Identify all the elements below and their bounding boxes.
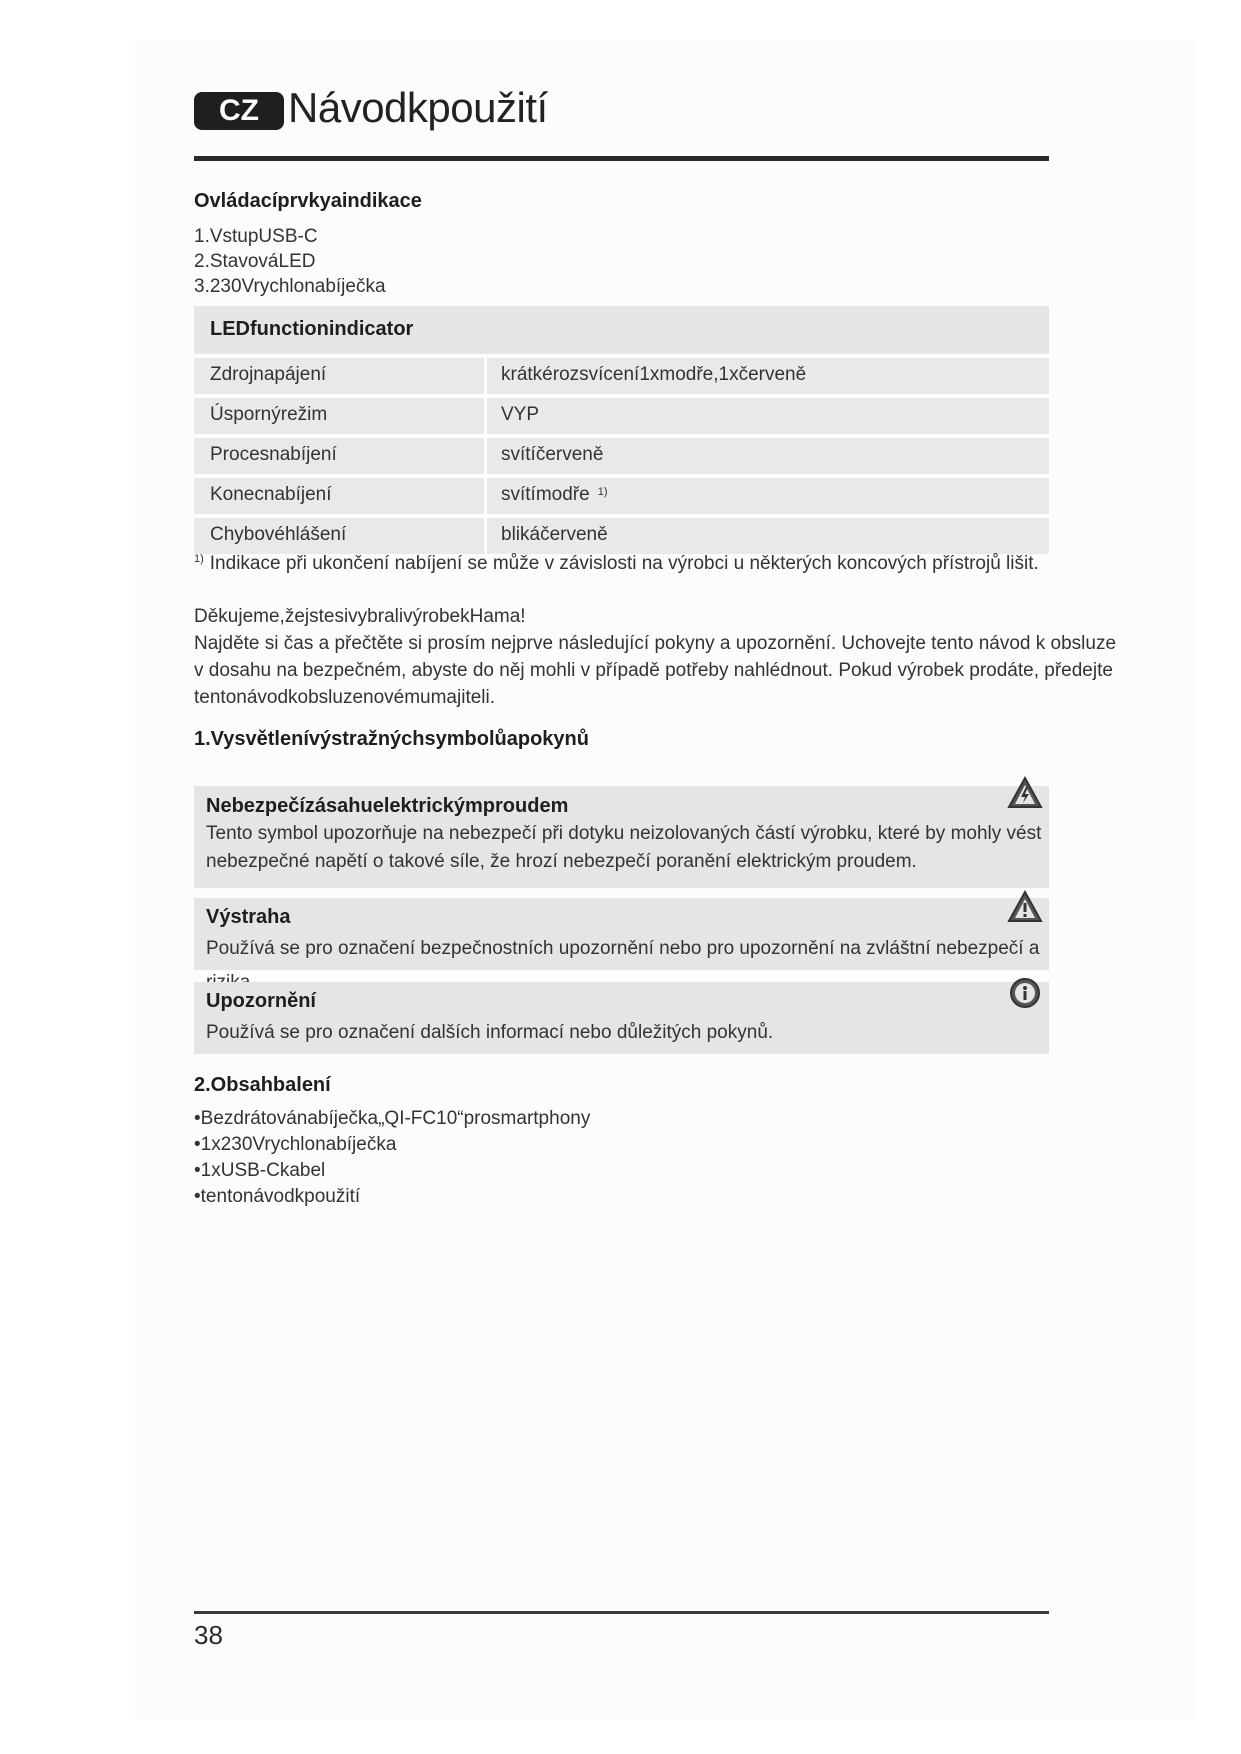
table-row	[194, 478, 1049, 514]
table-row	[194, 398, 1049, 434]
table-title: LEDfunctionindicator	[194, 306, 1049, 354]
hazard-box-warning	[194, 898, 1049, 970]
box-title: Upozornění	[206, 990, 316, 1012]
warning-icon	[1007, 890, 1043, 924]
document-title: Návodkpoužití	[288, 84, 548, 131]
list-item: •tentonávodkpoužití	[194, 1186, 361, 1207]
footnote-marker: 1)	[597, 486, 608, 498]
intro-line: tentonávodkobsluzenovémumajiteli.	[194, 687, 496, 708]
footer-divider	[194, 1611, 1049, 1614]
box-text: nebezpečné napětí o takové síle, že hrozí nebezpečí poranění elektrickým proudem.	[206, 851, 917, 872]
table-cell-label: Zdrojnapájení	[194, 358, 484, 394]
table-cell-label: Úspornýrežim	[194, 398, 484, 434]
intro-paragraph	[194, 604, 1117, 712]
page-header	[194, 84, 1049, 162]
table-cell-value: svítíčerveně	[487, 438, 1049, 474]
box-title: Nebezpečízásahuelektrickýmproudem	[206, 795, 569, 817]
controls-list	[194, 224, 386, 299]
page-number: 38	[194, 1620, 223, 1650]
box-text: Používá se pro označení bezpečnostních upozornění nebo pro upozornění na zvláštní nebezpečí a	[206, 938, 1040, 959]
led-function-table	[194, 306, 1049, 558]
box-title: Výstraha	[206, 906, 291, 928]
footnote-mark: 1)	[194, 553, 204, 565]
list-item: •1x230Vrychlonabíječka	[194, 1134, 397, 1155]
package-contents-list	[194, 1106, 590, 1210]
box-text: Používá se pro označení dalších informací nebo důležitých pokynů.	[206, 1022, 774, 1043]
table-cell-value: VYP	[487, 398, 1049, 434]
table-footnote	[194, 553, 1039, 575]
box-text: Tento symbol upozorňuje na nebezpečí při dotyku neizolovaných částí výrobku, které by mohly vést	[206, 823, 1042, 844]
table-cell-label: Konecnabíjení	[194, 478, 484, 514]
table-cell-value: krátkérozsvícení1xmodře,1xčerveně	[487, 358, 1049, 394]
electric-hazard-icon	[1007, 776, 1043, 810]
header-divider	[194, 156, 1049, 161]
list-item: 2.StavováLED	[194, 251, 316, 272]
list-item: •1xUSB-Ckabel	[194, 1160, 326, 1181]
info-icon	[1007, 976, 1043, 1010]
section-2-heading: 2.Obsahbalení	[194, 1074, 331, 1096]
table-row	[194, 518, 1049, 554]
table-row	[194, 358, 1049, 394]
list-item: 1.VstupUSB-C	[194, 226, 318, 247]
footnote-text: Indikace při ukončení nabíjení se může v závislosti na výrobci u některých koncových přístrojů lišit.	[209, 553, 1039, 574]
section-1-heading: 1.Vysvětlenívýstražnýchsymbolůapokynů	[194, 728, 589, 750]
table-row	[194, 438, 1049, 474]
table-cell-label: Chybovéhlášení	[194, 518, 484, 554]
list-item: •Bezdrátovánabíječka„QI-FC10“prosmartphony	[194, 1108, 591, 1129]
intro-line: Najděte si čas a přečtěte si prosím nejprve následující pokyny a upozornění. Uchovejte tento návod k obsluze	[194, 633, 1117, 654]
hazard-box-electric	[194, 786, 1049, 888]
table-cell-value: blikáčerveně	[487, 518, 1049, 554]
controls-heading: Ovládacíprvkyaindikace	[194, 190, 422, 212]
table-cell-value: svítímodře $^{1)}$	[487, 478, 1049, 514]
table-cell-label: Procesnabíjení	[194, 438, 484, 474]
hazard-box-notice	[194, 982, 1049, 1054]
list-item: 3.230Vrychlonabíječka	[194, 276, 386, 297]
language-badge: CZ	[194, 92, 284, 130]
intro-line: Děkujeme,žejstesivybralivýrobekHama!	[194, 606, 526, 627]
intro-line: v dosahu na bezpečném, abyste do něj mohli v případě potřeby nahlédnout. Pokud výrobek prodáte, předejte	[194, 660, 1113, 681]
